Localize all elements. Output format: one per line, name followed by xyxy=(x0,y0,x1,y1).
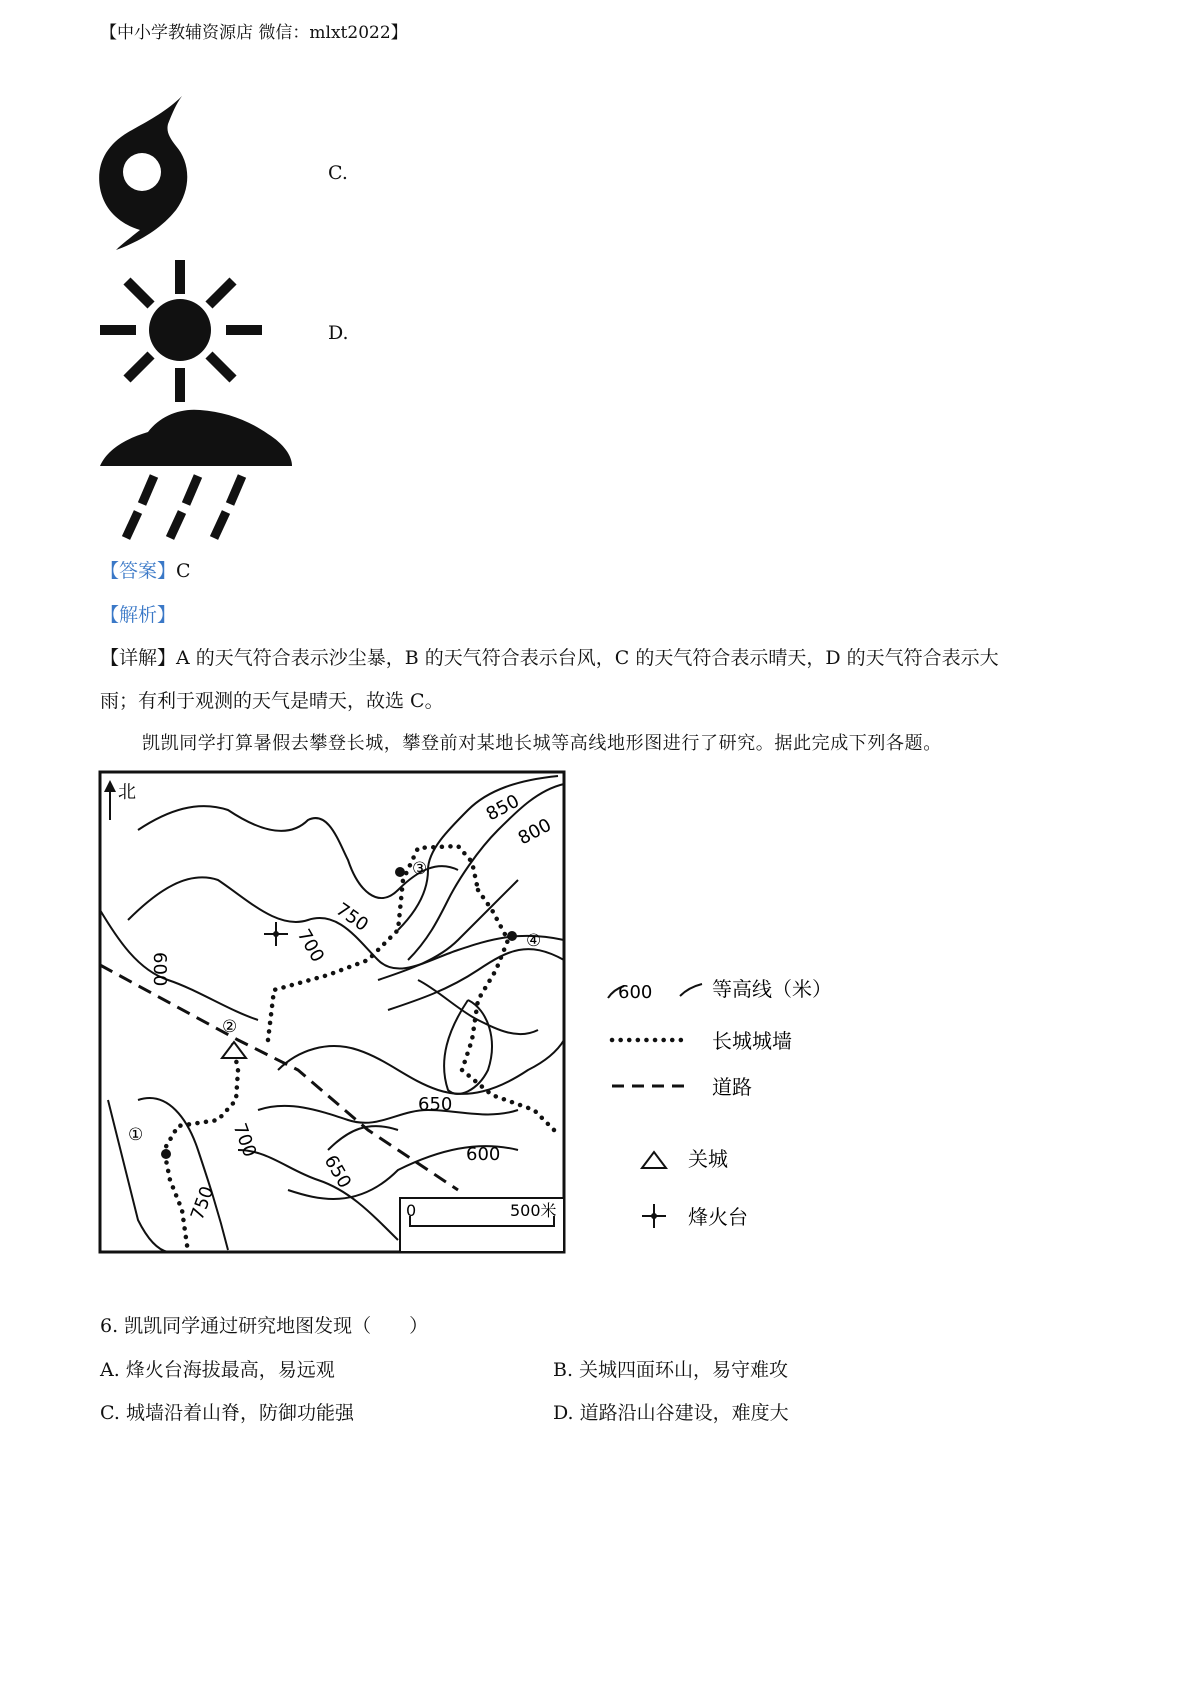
contour-label-700: 700 xyxy=(292,925,329,966)
choice-d[interactable]: D. 道路沿山谷建设，难度大 xyxy=(553,1402,789,1424)
north-label: 北 xyxy=(118,782,136,803)
map-legend xyxy=(608,977,832,1229)
legend-road: 道路 xyxy=(712,1075,752,1099)
answer-value: C xyxy=(176,560,191,582)
contour-label-600: 600 xyxy=(149,952,170,987)
choice-b[interactable]: B. 关城四面环山，易守难攻 xyxy=(553,1359,789,1381)
contour-map xyxy=(98,770,858,1256)
intro-text: 凯凯同学打算暑假去攀登长城，攀登前对某地长城等高线地形图进行了研究。据此完成下列各题。 xyxy=(142,733,942,754)
peak-marker-3 xyxy=(395,867,405,877)
option-d-label: D. xyxy=(328,322,349,344)
scale-bar xyxy=(400,1198,564,1252)
detail-line-2: 雨；有利于观测的天气是晴天，故选 C。 xyxy=(100,690,444,712)
page-header: 【中小学教辅资源店 微信：mlxt2022】 xyxy=(100,23,408,43)
analysis-tag: 【解析】 xyxy=(100,604,177,626)
point-1: ① xyxy=(128,1125,144,1145)
answer-tag: 【答案】 xyxy=(100,560,177,582)
contour-label-700-b: 700 xyxy=(228,1120,261,1160)
heavy-rain-icon xyxy=(98,404,294,544)
choice-c[interactable]: C. 城墙沿着山脊，防御功能强 xyxy=(100,1402,354,1424)
choice-a[interactable]: A. 烽火台海拔最高，易远观 xyxy=(100,1359,335,1381)
legend-beacon: 烽火台 xyxy=(688,1205,748,1229)
scale-end: 500米 xyxy=(510,1201,557,1220)
point-3: ③ xyxy=(412,859,428,879)
sunny-icon xyxy=(98,258,266,402)
peak-marker-4 xyxy=(507,931,517,941)
scale-zero: 0 xyxy=(406,1201,417,1220)
typhoon-icon xyxy=(96,92,196,252)
legend-pass: 关城 xyxy=(688,1147,728,1171)
question-stem: 6. 凯凯同学通过研究地图发现（ ） xyxy=(100,1315,429,1337)
contour-label-650-b: 650 xyxy=(319,1151,356,1192)
contour-label-650: 650 xyxy=(418,1094,453,1115)
detail-line-1 xyxy=(100,649,999,668)
peak-marker-1 xyxy=(161,1149,171,1159)
contour-label-800: 800 xyxy=(514,814,555,850)
contour-label-750: 750 xyxy=(331,898,373,936)
legend-contour: 等高线（米） xyxy=(712,977,832,1001)
point-4: ④ xyxy=(526,931,542,951)
point-2: ② xyxy=(222,1017,238,1037)
detail-text-1: A 的天气符合表示沙尘暴，B 的天气符合表示台风，C 的天气符合表示晴天，D 的天气符合表示大 xyxy=(176,647,999,669)
answer-line xyxy=(100,562,191,581)
contour-label-750-b: 750 xyxy=(186,1183,219,1223)
contour-label-600-b: 600 xyxy=(466,1144,501,1165)
option-c-label: C. xyxy=(328,162,348,184)
contour-label-850: 850 xyxy=(482,790,523,826)
legend-wall: 长城城墙 xyxy=(712,1029,792,1053)
legend-contour-sample: 600 xyxy=(618,982,653,1003)
detail-tag: 【详解】 xyxy=(100,647,177,669)
